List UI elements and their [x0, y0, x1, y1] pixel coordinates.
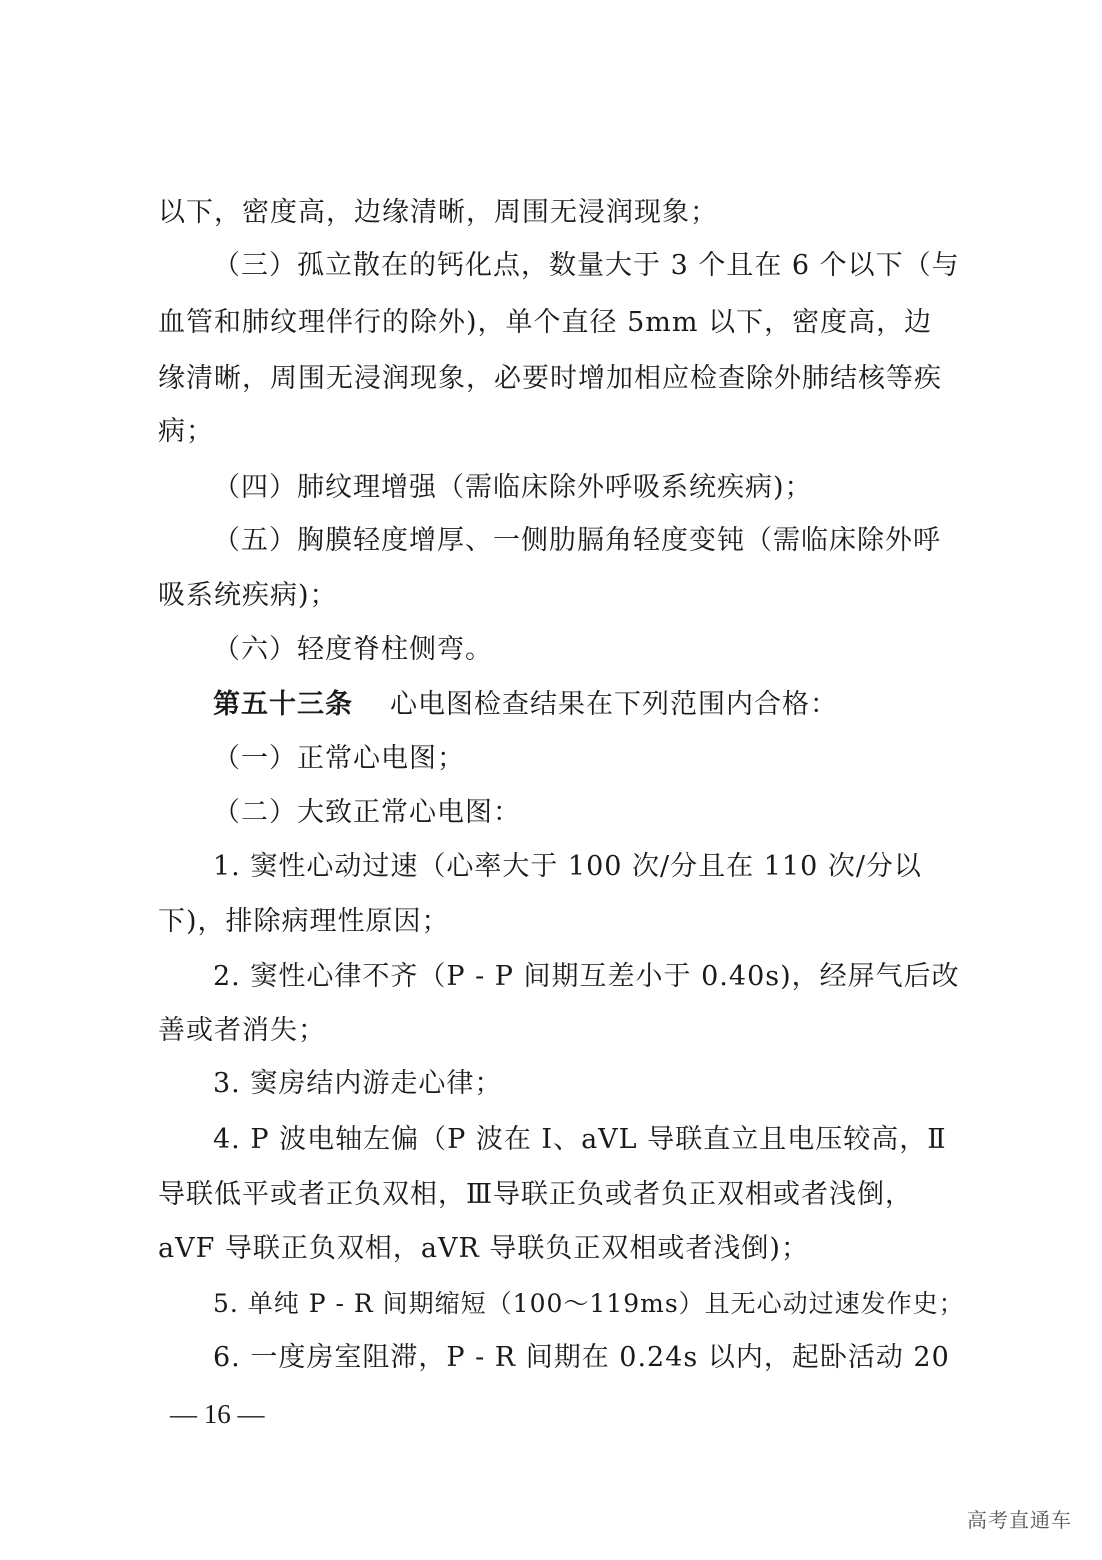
text-line — [0, 193, 1102, 233]
line-text: 下)，排除病理性原因； — [158, 906, 450, 937]
text-line — [0, 630, 1102, 670]
line-text: 缘清晰，周围无浸润现象，必要时增加相应检查除外肺结核等疾 — [158, 363, 942, 394]
text-line — [0, 521, 1102, 561]
text-line — [0, 1284, 1102, 1324]
text-line — [0, 468, 1102, 508]
text-line — [0, 1120, 1102, 1160]
line-text: 病； — [158, 416, 214, 447]
text-line — [0, 412, 1102, 452]
watermark: 高考直通车 — [967, 1508, 1072, 1532]
line-text: （三）孤立散在的钙化点，数量大于 3 个且在 6 个以下（与 — [213, 250, 960, 281]
line-text: 4. P 波电轴左偏（P 波在 I、aVL 导联直立且电压较高，Ⅱ — [213, 1124, 947, 1155]
text-line — [0, 1175, 1102, 1215]
line-text: 1. 窦性心动过速（心率大于 100 次/分且在 110 次/分以 — [213, 851, 922, 882]
line-text: 吸系统疾病)； — [158, 580, 338, 611]
text-line — [0, 246, 1102, 286]
text-line — [0, 1229, 1102, 1269]
article-53-line — [0, 685, 1102, 725]
text-line — [0, 303, 1102, 343]
line-text: （五）胸膜轻度增厚、一侧肋膈角轻度变钝（需临床除外呼 — [213, 525, 941, 556]
line-text: 6. 一度房室阻滞，P - R 间期在 0.24s 以内，起卧活动 20 — [213, 1342, 950, 1373]
text-line — [0, 1011, 1102, 1051]
text-line — [0, 739, 1102, 779]
page-number: — 16 — — [170, 1399, 265, 1429]
text-line — [0, 576, 1102, 616]
text-line — [0, 1338, 1102, 1378]
text-line — [0, 847, 1102, 887]
line-text: 导联低平或者正负双相，Ⅲ导联正负或者负正双相或者浅倒， — [158, 1179, 914, 1210]
article-heading: 第五十三条 — [213, 689, 353, 720]
line-text: （四）肺纹理增强（需临床除外呼吸系统疾病)； — [213, 472, 813, 503]
line-text: 3. 窦房结内游走心律； — [213, 1068, 503, 1099]
line-text: 心电图检查结果在下列范围内合格： — [390, 689, 838, 720]
text-line — [0, 793, 1102, 833]
line-text: （六）轻度脊柱侧弯。 — [213, 634, 493, 665]
text-line — [0, 902, 1102, 942]
line-text: 2. 窦性心律不齐（P - P 间期互差小于 0.40s)，经屏气后改 — [213, 961, 960, 992]
text-line — [0, 957, 1102, 997]
text-line — [0, 1064, 1102, 1104]
text-line — [0, 359, 1102, 399]
line-text: 以下，密度高，边缘清晰，周围无浸润现象； — [158, 197, 718, 228]
line-text: 5. 单纯 P - R 间期缩短（100～119ms）且无心动过速发作史； — [213, 1289, 965, 1318]
line-text: aVF 导联正负双相，aVR 导联负正双相或者浅倒)； — [158, 1233, 809, 1264]
line-text: 血管和肺纹理伴行的除外)，单个直径 5mm 以下，密度高，边 — [158, 307, 933, 338]
line-text: （一）正常心电图； — [213, 743, 465, 774]
line-text: （二）大致正常心电图： — [213, 797, 521, 828]
line-text: 善或者消失； — [158, 1015, 326, 1046]
